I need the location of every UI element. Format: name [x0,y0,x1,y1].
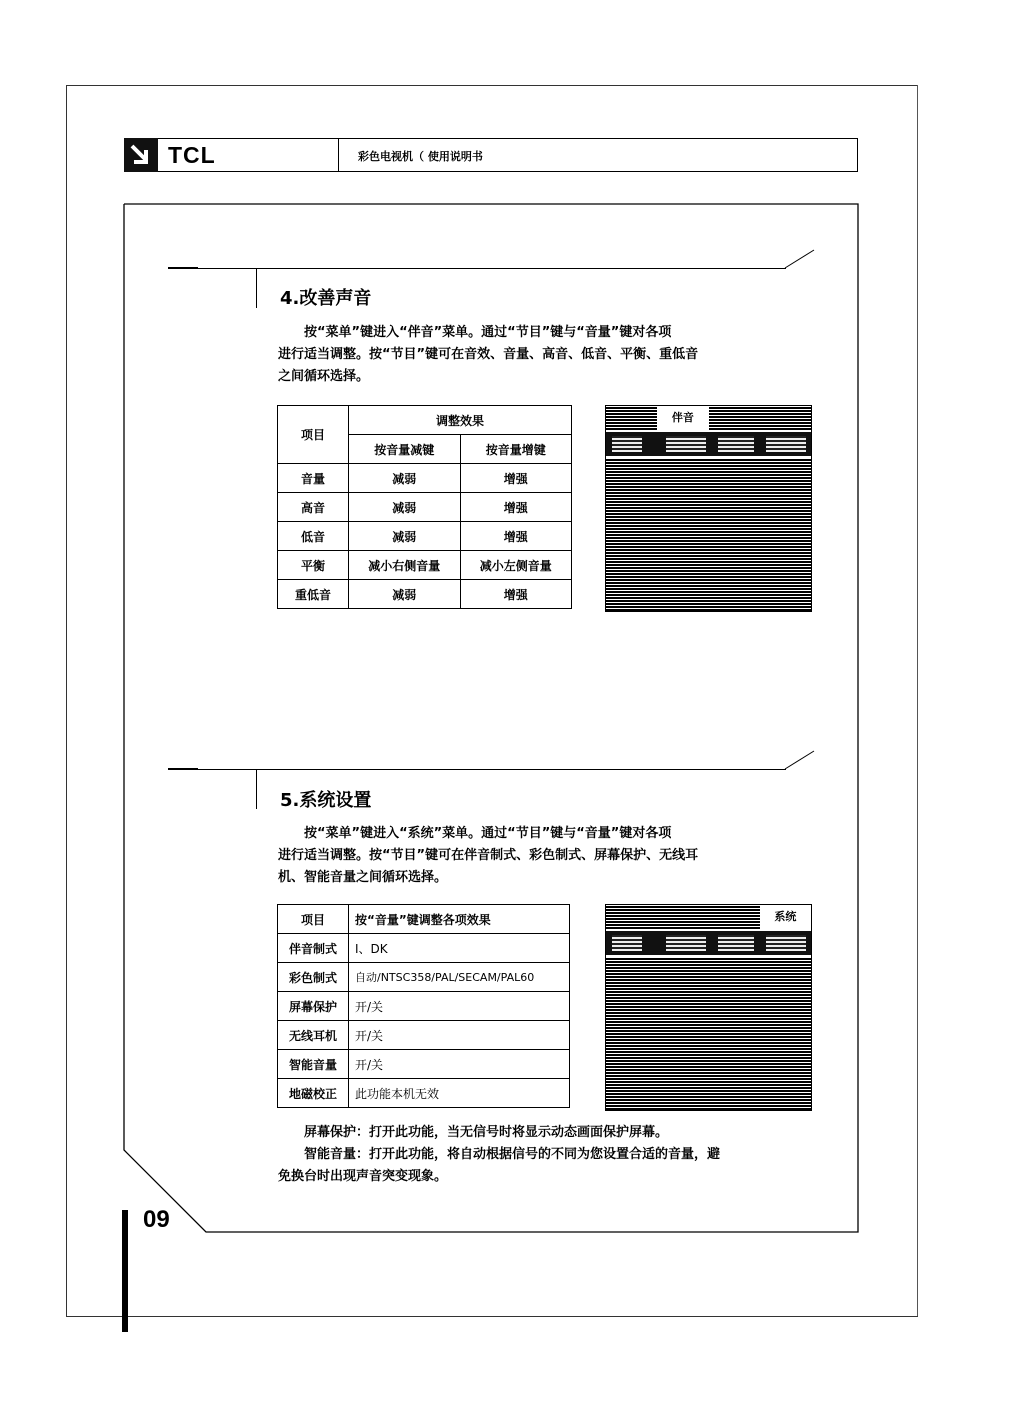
menu-tab-strip [606,905,811,929]
table-row [278,992,570,1021]
section4-vert-rule [256,268,257,308]
sound-menu-screenshot [605,405,812,612]
table-row [278,1021,570,1050]
row-item: 高音 [278,493,349,522]
row-inc: 增强 [460,522,572,551]
row-value: 开/关 [349,1050,570,1079]
section5-title: 5.系统设置 [280,790,372,811]
row-dec: 减弱 [349,464,461,493]
table-row [278,464,572,493]
section5-rule-end [784,749,816,771]
menu-highlight-bar [606,931,811,955]
row-value: I、DK [349,934,570,963]
row-item: 屏幕保护 [278,992,349,1021]
menu-highlight-bar [606,432,811,456]
row-item: 地磁校正 [278,1079,349,1108]
col-header-dec: 按音量减键 [349,435,461,464]
frame-bottom-edge [66,1316,918,1317]
menu-tab-active: 系统 [760,905,811,929]
row-item: 重低音 [278,580,349,609]
row-inc: 增强 [460,580,572,609]
row-dec: 减弱 [349,493,461,522]
row-dec: 减小右侧音量 [349,551,461,580]
sound-adjust-table [277,405,572,609]
row-item: 平衡 [278,551,349,580]
brand-name: TCL [168,142,216,168]
menu-tab-placeholder [760,406,811,430]
menu-tab-placeholder [657,905,708,929]
note-screen-saver: 屏幕保护：打开此功能，当无信号时将显示动态画面保护屏幕。 [304,1125,669,1140]
col-header-item: 项目 [278,406,349,464]
table-row [278,551,572,580]
table-row [278,493,572,522]
menu-tab-placeholder [606,406,657,430]
row-value: 此功能本机无效 [349,1079,570,1108]
note-smart-volume-cont: 免换台时出现声音突变现象。 [278,1169,448,1184]
section5-line-2: 进行适当调整。按“节目”键可在伴音制式、彩色制式、屏幕保护、无线耳 [278,848,699,863]
menu-tab-placeholder [606,905,657,929]
header-bar [124,138,858,172]
row-item: 无线耳机 [278,1021,349,1050]
row-value: 自动/NTSC358/PAL/SECAM/PAL60 [349,963,570,992]
table-row [278,1050,570,1079]
row-item: 智能音量 [278,1050,349,1079]
header-divider [338,138,339,172]
page-number: 09 [143,1206,170,1233]
col-header-effect: 调整效果 [349,406,572,435]
menu-body [606,957,811,1110]
section4-rule [198,268,786,269]
frame-top-edge [66,85,918,86]
section5-notes [278,1122,818,1188]
menu-tab-placeholder [709,905,760,929]
menu-tab-strip [606,406,811,430]
row-value: 开/关 [349,992,570,1021]
section4-line-3: 之间循环选择。 [278,369,370,384]
note-smart-volume: 智能音量：打开此功能，将自动根据信号的不同为您设置合适的音量，避 [304,1147,721,1162]
section5-rule [198,769,786,770]
section4-title: 4.改善声音 [280,288,372,309]
row-item: 低音 [278,522,349,551]
row-item: 彩色制式 [278,963,349,992]
table-row [278,934,570,963]
tcl-logo-icon [124,138,158,172]
row-value: 开/关 [349,1021,570,1050]
frame-right-edge [917,85,918,1317]
table-row [278,522,572,551]
col-header-effect: 按“音量”键调整各项效果 [349,905,570,934]
row-dec: 减弱 [349,580,461,609]
section4-line-2: 进行适当调整。按“节目”键可在音效、音量、高音、低音、平衡、重低音 [278,347,699,362]
table-row [278,1079,570,1108]
section4-line-1: 按“菜单”键进入“伴音”菜单。通过“节目”键与“音量”键对各项 [304,325,672,340]
row-inc: 减小左侧音量 [460,551,572,580]
page-number-bar [122,1210,128,1332]
menu-tab-placeholder [709,406,760,430]
row-item: 音量 [278,464,349,493]
table-row [278,580,572,609]
system-menu-screenshot [605,904,812,1111]
section4-paragraph [278,322,818,388]
col-header-item: 项目 [278,905,349,934]
row-inc: 增强 [460,493,572,522]
frame-left-edge [66,85,67,1317]
section4-rule-end [784,248,816,270]
section5-rule-accent [168,768,198,770]
section4-rule-accent [168,267,198,269]
section5-vert-rule [256,769,257,809]
row-dec: 减弱 [349,522,461,551]
col-header-inc: 按音量增键 [460,435,572,464]
row-item: 伴音制式 [278,934,349,963]
menu-tab-active: 伴音 [657,406,708,430]
system-settings-table [277,904,570,1108]
header-title: 彩色电视机（ 使用说明书 [358,150,483,163]
table-row [278,963,570,992]
row-inc: 增强 [460,464,572,493]
section5-line-1: 按“菜单”键进入“系统”菜单。通过“节目”键与“音量”键对各项 [304,826,672,841]
section5-paragraph [278,823,818,889]
menu-body [606,458,811,611]
section5-line-3: 机、智能音量之间循环选择。 [278,870,448,885]
